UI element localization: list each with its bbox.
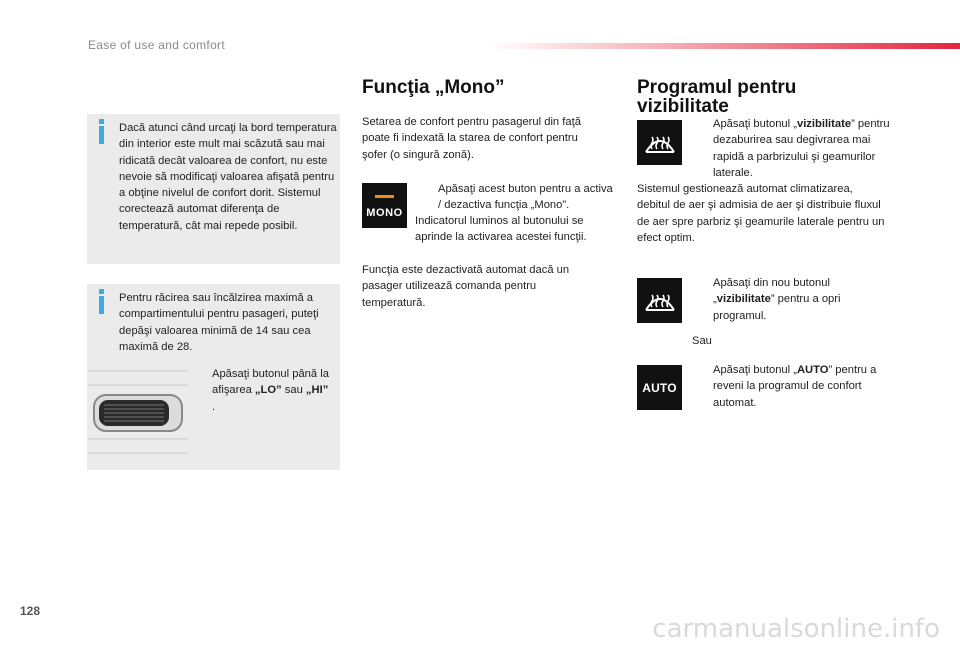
mono-button-icon: MONO: [362, 183, 407, 228]
hi-value: „HI”: [305, 384, 329, 397]
mono-toggle-instruction: Apăsaţi acest buton pentru a activa / dezactiva funcţia „Mono”.: [438, 183, 613, 212]
windscreen-defrost-icon: [643, 128, 677, 158]
temperature-dial-illustration: [88, 367, 188, 459]
info-note-2-text: Pentru răcirea sau încălzirea maximă a compartimentului pentru pasageri, puteţi depăşi valoarea minimă de 14 sau cea maximă de 28.: [119, 292, 319, 353]
page-number: 128: [20, 604, 41, 618]
visibility-button-icon-2: [637, 278, 682, 323]
info-icon: [99, 296, 104, 314]
mono-auto-off-text: Funcţia este dezactivată automat dacă un pasager utilizează comanda pentru temperatură.: [362, 264, 570, 309]
press-button-instruction: Apăsaţi butonul până la afişarea „LO” sau „HI” .: [212, 368, 329, 413]
info-icon: [99, 126, 104, 144]
info-note-1-text: Dacă atunci când urcaţi la bord temperatura din interior este mult mai scăzută sau mai ridicată decât valoarea de confort, nu este nevoie să modificaţi valoarea afişată pentru a obţine nivelul de confort dorit. Sistemul corectează automat diferenţa de temperatură, cât mai repede posibil.: [119, 122, 337, 232]
mono-indicator-text: Indicatorul luminos al butonului se aprinde la activarea acestei funcţii.: [415, 215, 587, 244]
info-note-1: [87, 114, 340, 264]
visibility-system-text: Sistemul gestionează automat climatizarea, debitul de aer şi admisia de aer şi distribuie fluxul de aer spre parbriz şi geamurile laterale pentru un efect optim.: [637, 183, 885, 244]
auto-return-instruction: Apăsaţi butonul „AUTO” pentru a reveni la programul de confort automat.: [713, 364, 877, 409]
windscreen-defrost-icon: [643, 286, 677, 316]
mono-section-title: Funcţia „Mono”: [362, 77, 505, 98]
visibility-on-instruction: Apăsaţi butonul „vizibilitate” pentru dezaburirea sau degivrarea mai rapidă a parbrizului şi geamurilor laterale.: [713, 118, 890, 179]
chapter-title: Ease of use and comfort: [88, 38, 225, 52]
indicator-light-icon: [375, 195, 394, 198]
visibility-section-title: Programul pentru vizibilitate: [637, 77, 797, 117]
visibility-button-icon: [637, 120, 682, 165]
lo-value: „LO”: [254, 384, 282, 397]
watermark-text: carmanualsonline.info: [652, 614, 940, 644]
auto-button-icon: AUTO: [637, 365, 682, 410]
visibility-off-instruction: Apăsaţi din nou butonul „vizibilitate” pentru a opri programul.: [713, 277, 841, 322]
mono-intro-text: Setarea de confort pentru pasagerul din faţă poate fi indexată la starea de confort pentru şofer (o singură zonă).: [362, 116, 581, 161]
or-separator: Sau: [692, 335, 712, 347]
header-accent-bar: [488, 43, 960, 49]
